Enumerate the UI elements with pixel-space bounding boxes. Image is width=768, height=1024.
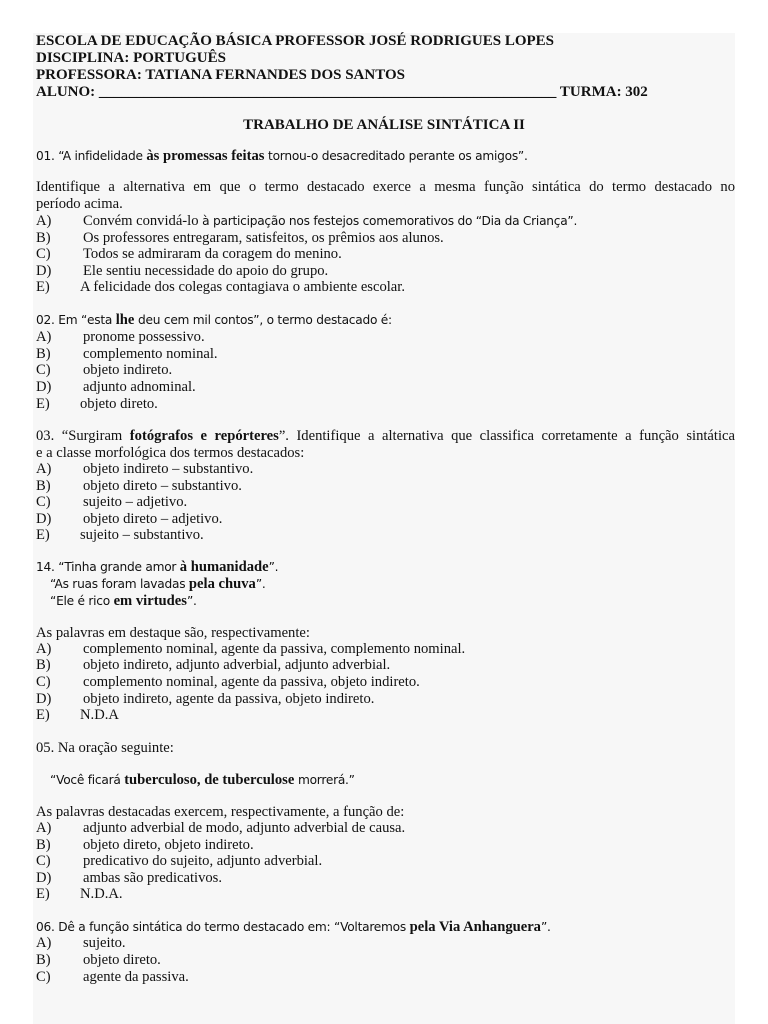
student-label: ALUNO: (36, 84, 96, 100)
q5-instruction: As palavras destacadas exercem, respectivamente, a função de: (36, 804, 405, 820)
student-blank: _____________________________________________________________ (98, 84, 557, 100)
question-03: 03. “Surgiram fotógrafos e repórteres”. Identifique a alternativa que classifica corretamente a função sintática (36, 428, 735, 444)
q6-option-b: B) objeto direto. (36, 952, 161, 968)
question-06: 06. Dê a função sintática do termo destacado em: “Voltaremos pela Via Anhanguera”. (36, 919, 551, 935)
q3-option-e: E) sujeito – substantivo. (36, 527, 204, 543)
q14-option-b: B) objeto indireto, adjunto adverbial, adjunto adverbial. (36, 657, 391, 673)
page-title: TRABALHO DE ANÁLISE SINTÁTICA II (243, 117, 525, 133)
q3-line2: e a classe morfológica dos termos destacados: (36, 445, 305, 461)
q14-instruction: As palavras em destaque são, respectivamente: (36, 625, 310, 641)
question-05-quote: “Você ficará tuberculoso, de tuberculose morrerá.” (50, 772, 355, 788)
q14-option-c: C) complemento nominal, agente da passiva, objeto indireto. (36, 674, 420, 690)
q14-option-a: A) complemento nominal, agente da passiva, complemento nominal. (36, 641, 466, 657)
q3-option-b: B) objeto direto – substantivo. (36, 478, 242, 494)
q5-option-e: E) N.D.A. (36, 886, 123, 902)
discipline: DISCIPLINA: PORTUGUÊS (36, 50, 226, 66)
q2-option-d: D) adjunto adnominal. (36, 379, 196, 395)
q1-option-b: B) Os professores entregaram, satisfeitos, os prêmios aos alunos. (36, 230, 444, 246)
q3-option-d: D) objeto direto – adjetivo. (36, 511, 223, 527)
class-label: TURMA: 302 (559, 84, 648, 100)
q2-option-b: B) complemento nominal. (36, 346, 218, 362)
q3-option-a: A) objeto indireto – substantivo. (36, 461, 254, 477)
q2-option-a: A) pronome possessivo. (36, 329, 205, 345)
q14-option-d: D) objeto indireto, agente da passiva, objeto indireto. (36, 691, 375, 707)
q1-option-a: A) Convém convidá-lo à participação nos festejos comemorativos do “Dia da Criança”. (36, 213, 578, 229)
student-line (36, 84, 735, 101)
q1-instruction-line2: período acima. (36, 196, 123, 212)
q2-option-e: E) objeto direto. (36, 396, 158, 412)
q5-option-c: C) predicativo do sujeito, adjunto adverbial. (36, 853, 323, 869)
q6-option-c: C) agente da passiva. (36, 969, 189, 985)
q5-option-d: D) ambas são predicativos. (36, 870, 223, 886)
question-01: 01. “A infidelidade às promessas feitas tornou-o desacreditado perante os amigos”. (36, 148, 528, 164)
q6-option-a: A) sujeito. (36, 935, 126, 951)
school-name: ESCOLA DE EDUCAÇÃO BÁSICA PROFESSOR JOSÉ RODRIGUES LOPES (36, 33, 555, 49)
q14-option-e: E) N.D.A (36, 707, 119, 723)
q1-instruction-line1: Identifique a alternativa em que o termo destacado exerce a mesma função sintática do termo destacado no (36, 179, 735, 195)
document-page (33, 33, 735, 1024)
question-05-intro: 05. Na oração seguinte: (36, 740, 174, 756)
teacher: PROFESSORA: TATIANA FERNANDES DOS SANTOS (36, 67, 405, 83)
question-14-line1: 14. “Tinha grande amor à humanidade”. (36, 559, 279, 575)
q5-option-a: A) adjunto adverbial de modo, adjunto adverbial de causa. (36, 820, 406, 836)
q1-option-c: C) Todos se admiraram da coragem do menino. (36, 246, 342, 262)
question-14-line2: “As ruas foram lavadas pela chuva”. (50, 576, 266, 592)
q5-option-b: B) objeto direto, objeto indireto. (36, 837, 254, 853)
q3-option-c: C) sujeito – adjetivo. (36, 494, 188, 510)
q1-option-d: D) Ele sentiu necessidade do apoio do grupo. (36, 263, 329, 279)
q2-option-c: C) objeto indireto. (36, 362, 173, 378)
question-02: 02. Em “esta lhe deu cem mil contos”, o termo destacado é: (36, 312, 392, 328)
question-14-line3: “Ele é rico em virtudes”. (50, 593, 197, 609)
q1-option-e: E) A felicidade dos colegas contagiava o ambiente escolar. (36, 279, 405, 295)
